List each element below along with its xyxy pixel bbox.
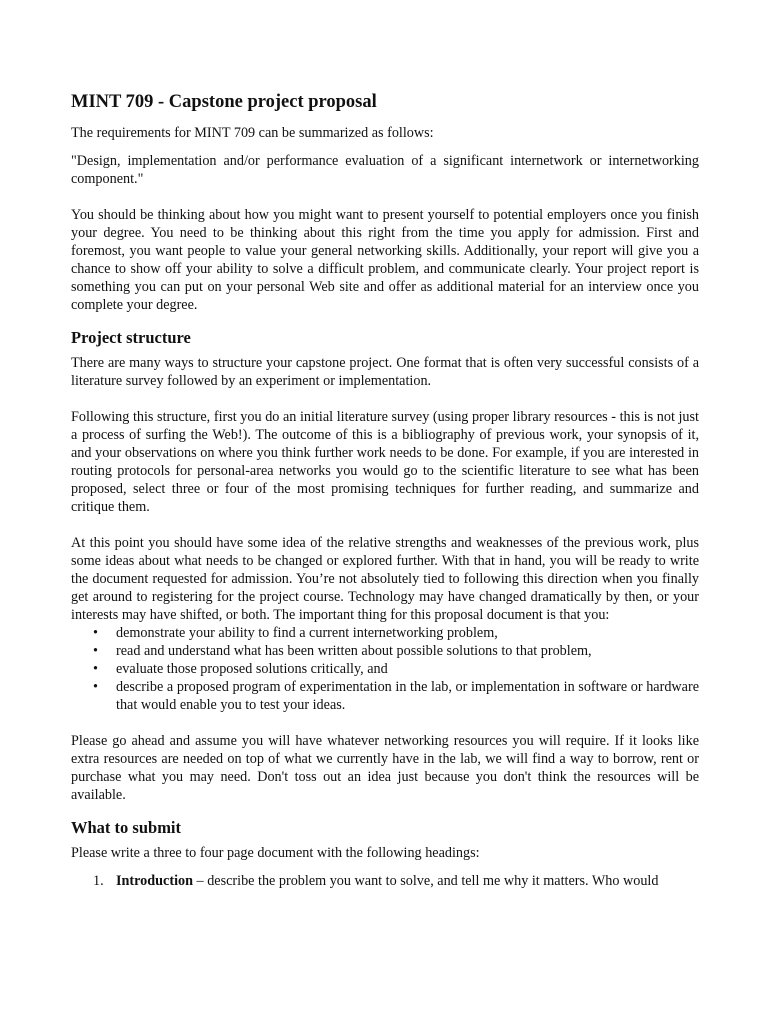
intro-paragraph: The requirements for MINT 709 can be summarized as follows: [71,125,434,141]
list-item-text: evaluate those proposed solutions critically, and [116,661,388,677]
requirement-quote: "Design, implementation and/or performance evaluation of a significant internetwork or internetworking component." [71,153,699,187]
section-heading-what-to-submit: What to submit [71,818,182,837]
structure-paragraph-3: At this point you should have some idea of the relative strengths and weaknesses of the previous work, plus some ideas about what needs to be changed or explored further. With that in hand, you will be ready to write the document requested for admission. You’re not absolutely tied to following this direction when you finally get around to registering for the project course. Technology may have changed dramatically by then, or your interests may have shifted, or both. The important thing for this proposal document is that you: [71,535,699,623]
structure-paragraph-1: There are many ways to structure your capstone project. One format that is often very successful consists of a literature survey followed by an experiment or implementation. [71,355,699,389]
structure-paragraph-2: Following this structure, first you do an initial literature survey (using proper library resources - this is not just a process of surfing the Web!). The outcome of this is a bibliography of previous work, your synopsis of it, and your observations on where you think further work needs to be done. For example, if you are interested in routing protocols for personal-area networks you would go to the scientific literature to see what has been proposed, select three or four of the most promising techniques for further reading, and summarize and critique them. [71,409,699,515]
bullet-icon: • [93,661,98,677]
structure-paragraph-4: Please go ahead and assume you will have whatever networking resources you will require. If it looks like extra resources are needed on top of what we currently have in the lab, we will find a way to borrow, rent or purchase what you may need. Don't toss out an idea just because you don't think the resources will be available. [71,733,699,803]
list-item [71,624,699,642]
list-item [71,642,699,660]
list-item [71,660,699,678]
list-item-text: read and understand what has been written about possible solutions to that problem, [116,643,592,659]
list-item-text: demonstrate your ability to find a current internetworking problem, [116,625,498,641]
bullet-icon: • [93,643,98,659]
employers-paragraph: You should be thinking about how you might want to present yourself to potential employers once you finish your degree. You need to be thinking about this right from the time you apply for admission. First and foremost, you want people to value your general networking skills. Additionally, your report will give you a chance to show off your ability to solve a difficult problem, and communicate clearly. Your project report is something you can put on your personal Web site and offer as additional material for an interview once you complete your degree. [71,207,699,313]
bullet-icon: • [93,625,98,641]
list-item [71,872,699,890]
list-item-text: describe a proposed program of experimentation in the lab, or implementation in software or hardware that would enable you to test your ideas. [116,679,699,713]
submission-headings-list [71,872,699,890]
submit-intro-paragraph: Please write a three to four page document with the following headings: [71,845,480,861]
list-number: 1. [93,873,104,889]
list-item [71,678,699,714]
bullet-icon: • [93,679,98,695]
section-heading-project-structure: Project structure [71,328,191,347]
requirements-bullet-list [71,624,699,714]
list-item-label: Introduction [116,873,193,889]
page-title: MINT 709 - Capstone project proposal [71,92,377,112]
document-page [71,91,699,890]
list-item-text: – describe the problem you want to solve, and tell me why it matters. Who would [193,873,659,889]
